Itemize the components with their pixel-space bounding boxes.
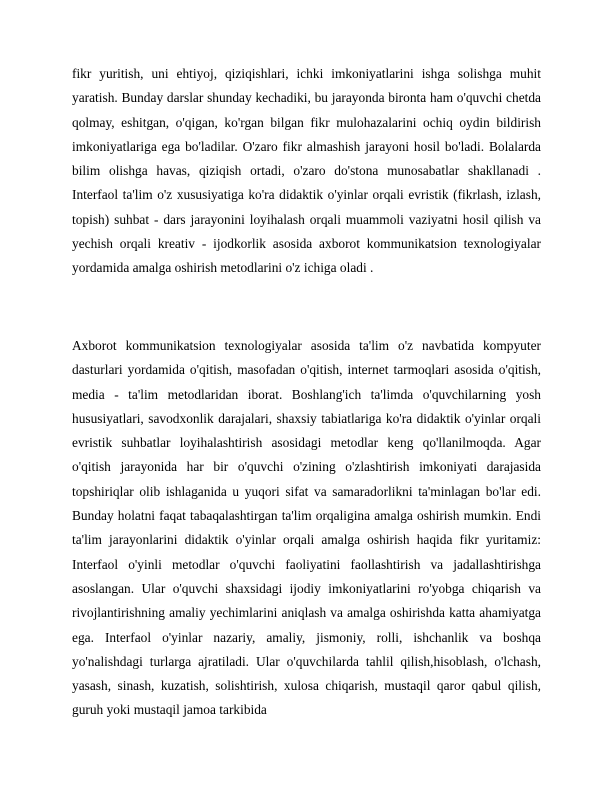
paragraph-2: Axborot kommunikatsion texnologiyalar asosida ta'lim o'z navbatida kompyuter dasturlari yordamida o'qitish, masofadan o'qitish, internet tarmoqlari asosida o'qitish, media - ta'lim metodlaridan iborat. Boshlang'ich ta'limda o'quvchilarning yosh hususiyatlari, savodxonlik darajalari, shaxsiy tabiatlariga ko'ra didaktik o'yinlar orqali evristik suhbatlar loyihalashtirish asosidagi metodlar keng qo'llanilmoqda. Agar o'qitish jarayonida har bir o'quvchi o'zining o'zlashtirish imkoniyati darajasida topshiriqlar olib ishlaganida u yuqori sifat va samaradorlikni ta'minlagan bo'lar edi. Bunday holatni faqat tabaqalashtirgan ta'lim orqaligina amalga oshirish mumkin. Endi ta'lim jarayonlarini didaktik o'yinlar orqali amalga oshirish haqida fikr yuritamiz: Interfaol o'yinli metodlar o'quvchi faoliyatini faollashtirish va jadallashtirishga asoslangan. Ular o'quvchi shaxsidagi ijodiy imkoniyatlarini ro'yobga chiqarish va rivojlantirishning amaliy yechimlarini aniqlash va amalga oshirishda katta ahamiyatga ega. Interfaol o'yinlar nazariy, amaliy, jismoniy, rolli, ishchanlik va boshqa yo'nalishdagi turlarga ajratiladi. Ular o'quvchilarda tahlil qilish,hisoblash, o'lchash, yasash, sinash, kuzatish, solishtirish, xulosa chiqarish, mustaqil qaror qabul qilish, guruh yoki mustaqil jamoa tarkibida bbox=[72, 338, 541, 718]
paragraph-1: fikr yuritish, uni ehtiyoj, qiziqishlari, ichki imkoniyatlarini ishga solishga muhit yaratish. Bunday darslar shunday kechadiki, bu jarayonda bironta ham o'quvchi chetda qolmay, eshitgan, o'qigan, ko'rgan bilgan fikr mulohazalarini ochiq oydin bildirish imkoniyatlariga ega bo'ladilar. O'zaro fikr almashish jarayoni hosil bo'ladi. Bolalarda bilim olishga havas, qiziqish ortadi, o'zaro do'stona munosabatlar shakllanadi . Interfaol ta'lim o'z xususiyatiga ko'ra didaktik o'yinlar orqali evristik (fikrlash, izlash, topish) suhbat - dars jarayonini loyihalash orqali muammoli vaziyatni hosil qilish va yechish orqali kreativ - ijodkorlik asosida axborot kommunikatsion texnologiyalar yordamida amalga oshirish metodlarini o'z ichiga oladi . bbox=[72, 66, 541, 276]
